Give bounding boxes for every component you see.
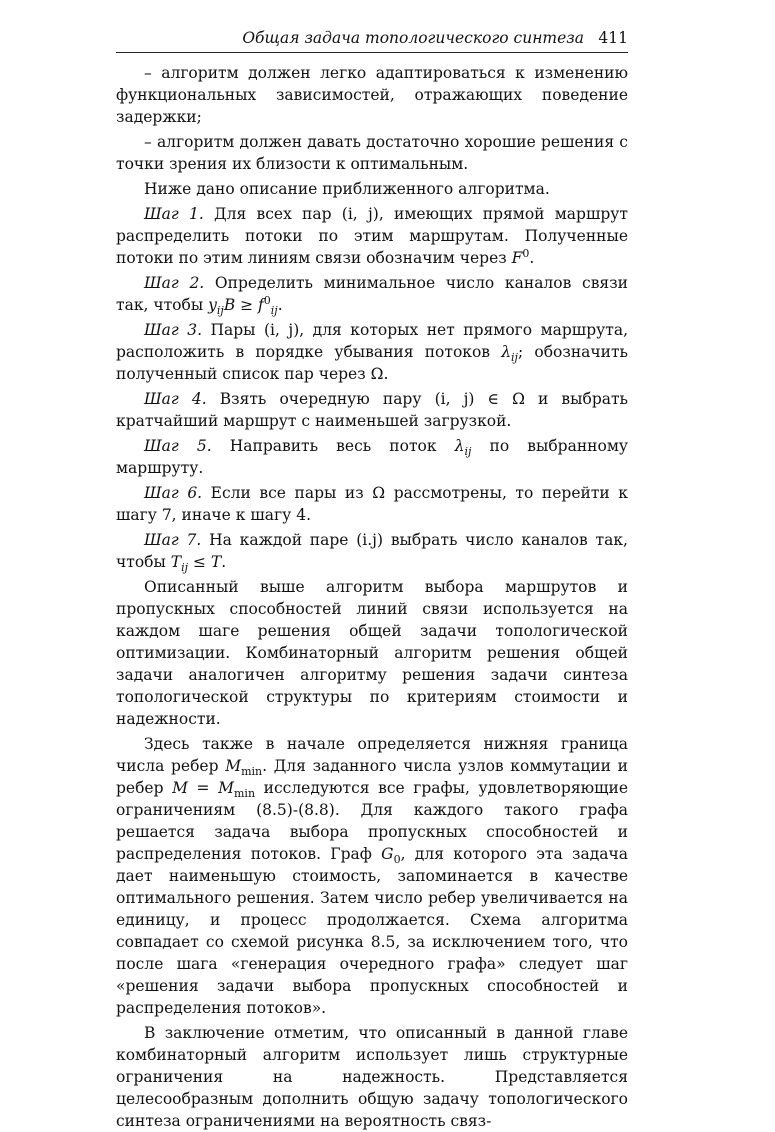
step-4: Шаг 4. Взять очередную пару (i, j) ∈ Ω и выбрать кратчайший маршрут с наименьшей загрузкой. [116, 390, 628, 430]
paragraph-requirement-optimality: – алгоритм должен давать достаточно хорошие решения с точки зрения их близости к оптимальным. [116, 133, 628, 173]
paragraph-requirement-adaptability: – алгоритм должен легко адаптироваться к изменению функциональных зависимостей, отражающих поведение задержки; [116, 64, 628, 126]
step-label: Шаг 6. [144, 484, 203, 502]
step-label: Шаг 3. [144, 321, 203, 339]
paragraph-lower-bound: Здесь также в начале определяется нижняя граница числа ребер $M_{min}$. Для заданного числа узлов коммутации и ребер $M = M_{min}$ исследуются все графы, удовлетворяющие ограничениям (8.5)-(8.8). Для каждого такого графа решается задача выбора пропускных способностей и распределения потоков. Граф $G_0$, для которого эта задача дает наименьшую стоимость, запоминается в качестве оптимального решения. Затем число ребер увеличивается на единицу, и процесс продолжается. Схема алгоритма совпадает со схемой рисунка 8.5, за исключением того, что после шага «генерация очередного графа» следует шаг «решения задачи выбора пропускных способностей и распределения потоков». [116, 735, 628, 1017]
page-number: 411 [598, 29, 628, 47]
paragraph-combinatorial-algorithm: Описанный выше алгоритм выбора маршрутов и пропускных способностей линий связи используется на каждом шаге решения общей задачи топологической оптимизации. Комбинаторный алгоритм решения общей задачи аналогичен алгоритму решения задачи синтеза топологической структуры по критериям стоимости и надежности. [116, 578, 628, 728]
step-3: Шаг 3. Пары (i, j), для которых нет прямого маршрута, расположить в порядке убывания потоков $\lambda_{ij}$; обозначить полученный список пар через Ω. [116, 321, 629, 383]
step-2: Шаг 2. Определить минимальное число каналов связи так, чтобы $y_{ij}B \ge f^0_{ij}$. [116, 274, 628, 318]
step-1: Шаг 1. Для всех пар (i, j), имеющих прямой маршрут распределить потоки по этим маршрутам. Полученные потоки по этим линиям связи обозначим через $F^0$. [116, 205, 629, 267]
step-label: Шаг 7. [144, 531, 202, 549]
step-7: Шаг 7. На каждой паре (i.j) выбрать число каналов так, чтобы $T_{ij} \le T$. [116, 531, 628, 575]
step-label: Шаг 5. [144, 437, 212, 455]
running-title: Общая задача топологического синтеза [242, 29, 584, 47]
paragraph-algorithm-intro: Ниже дано описание приближенного алгоритма. [144, 180, 550, 198]
page-body [116, 62, 628, 1132]
paragraph-conclusion: В заключение отметим, что описанный в данной главе комбинаторный алгоритм использует лишь структурные ограничения на надежность. Представляется целесообразным дополнить общую задачу топологического синтеза ограничениями на вероятность связ- [116, 1024, 628, 1130]
step-5: Шаг 5. Направить весь поток $\lambda_{ij}$ по выбранному маршруту. [116, 437, 629, 477]
step-label: Шаг 2. [144, 274, 205, 292]
page-header [116, 22, 628, 53]
step-label: Шаг 1. [144, 205, 204, 223]
step-label: Шаг 4. [144, 390, 207, 408]
step-6: Шаг 6. Если все пары из Ω рассмотрены, то перейти к шагу 7, иначе к шагу 4. [116, 484, 628, 524]
